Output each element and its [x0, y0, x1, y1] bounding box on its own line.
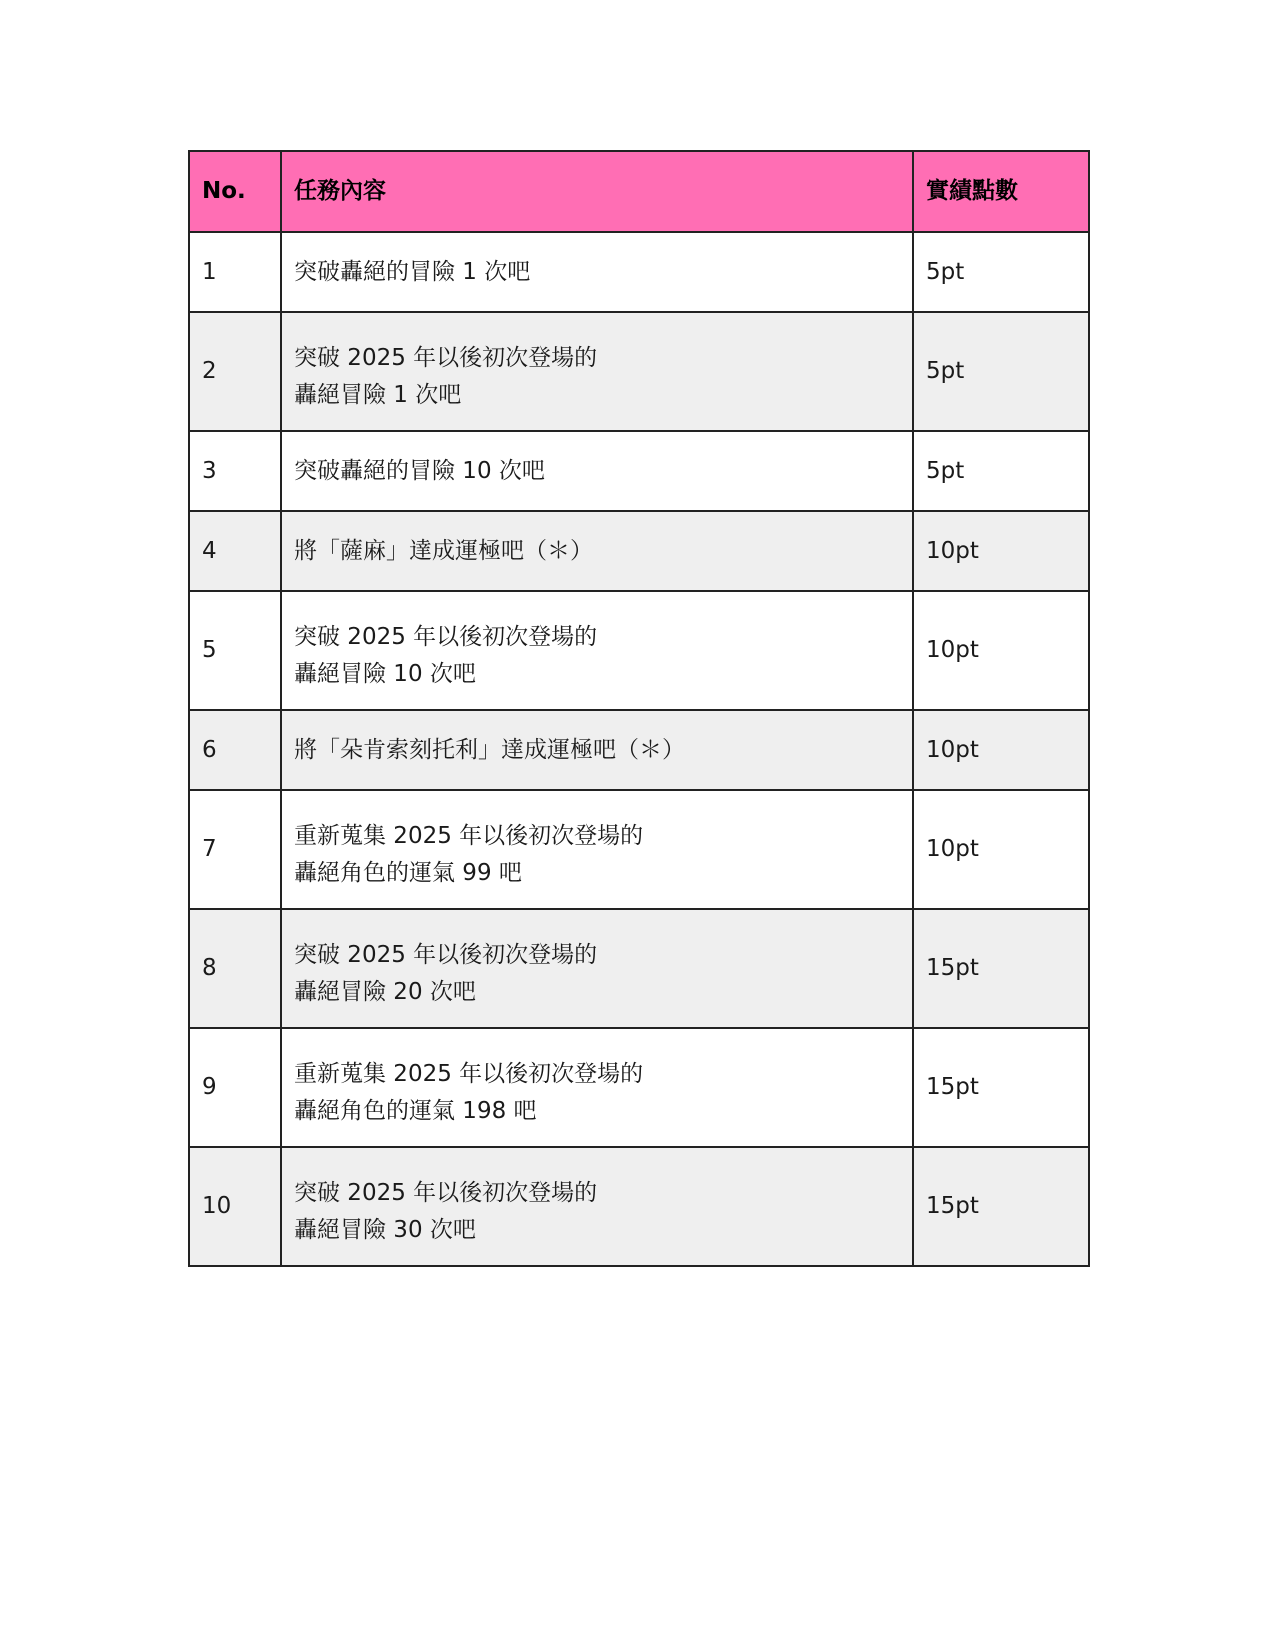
- row-task: [281, 1147, 913, 1266]
- row-task-line: 突破轟絕的冒險 1 次吧: [294, 258, 531, 285]
- row-task-line: 轟絕冒險 10 次吧: [294, 661, 476, 687]
- row-task-line: 突破 2025 年以後初次登場的: [294, 345, 598, 371]
- row-task-line: 轟絕冒險 30 次吧: [294, 1217, 476, 1243]
- row-no: 6: [189, 710, 281, 790]
- row-task-line: 將「朵肯索刻托利」達成運極吧（＊）: [294, 736, 685, 763]
- row-task: [281, 591, 913, 710]
- row-task: [281, 312, 913, 431]
- mission-table: [188, 150, 1090, 1267]
- table-row: [189, 1147, 1089, 1266]
- row-points: 15pt: [913, 909, 1089, 1028]
- row-points: 10pt: [913, 511, 1089, 591]
- row-task-line: 轟絕角色的運氣 198 吧: [294, 1098, 537, 1124]
- table-row: [189, 1028, 1089, 1147]
- row-no: 9: [189, 1028, 281, 1147]
- table-row: [189, 511, 1089, 591]
- row-task: [281, 710, 913, 790]
- row-task: [281, 1028, 913, 1147]
- row-points: 5pt: [913, 431, 1089, 511]
- table-row: [189, 232, 1089, 312]
- table-header-row: [189, 151, 1089, 232]
- row-points: 10pt: [913, 790, 1089, 909]
- row-points: 10pt: [913, 710, 1089, 790]
- row-no: 5: [189, 591, 281, 710]
- row-points: 15pt: [913, 1028, 1089, 1147]
- row-task: [281, 790, 913, 909]
- row-task: [281, 909, 913, 1028]
- row-task-line: 將「薩麻」達成運極吧（＊）: [294, 537, 593, 564]
- row-task: [281, 232, 913, 312]
- row-no: 4: [189, 511, 281, 591]
- table-row: [189, 909, 1089, 1028]
- table-row: [189, 790, 1089, 909]
- row-no: 1: [189, 232, 281, 312]
- row-task-line: 轟絕冒險 20 次吧: [294, 979, 476, 1005]
- table-row: [189, 710, 1089, 790]
- table-row: [189, 591, 1089, 710]
- row-task-line: 重新蒐集 2025 年以後初次登場的: [294, 1061, 644, 1087]
- row-no: 10: [189, 1147, 281, 1266]
- header-no: No.: [189, 151, 281, 232]
- row-points: 5pt: [913, 312, 1089, 431]
- header-task: 任務內容: [281, 151, 913, 232]
- row-task-line: 突破 2025 年以後初次登場的: [294, 1180, 598, 1206]
- row-task: [281, 431, 913, 511]
- row-points: 10pt: [913, 591, 1089, 710]
- header-points: 實績點數: [913, 151, 1089, 232]
- row-task-line: 轟絕角色的運氣 99 吧: [294, 860, 522, 886]
- row-no: 8: [189, 909, 281, 1028]
- row-points: 15pt: [913, 1147, 1089, 1266]
- row-task-line: 突破轟絕的冒險 10 次吧: [294, 457, 545, 484]
- row-task-line: 重新蒐集 2025 年以後初次登場的: [294, 823, 644, 849]
- row-no: 3: [189, 431, 281, 511]
- row-task-line: 突破 2025 年以後初次登場的: [294, 942, 598, 968]
- row-task-line: 突破 2025 年以後初次登場的: [294, 624, 598, 650]
- row-no: 7: [189, 790, 281, 909]
- row-no: 2: [189, 312, 281, 431]
- table-row: [189, 312, 1089, 431]
- row-task: [281, 511, 913, 591]
- row-task-line: 轟絕冒險 1 次吧: [294, 382, 462, 408]
- table-row: [189, 431, 1089, 511]
- row-points: 5pt: [913, 232, 1089, 312]
